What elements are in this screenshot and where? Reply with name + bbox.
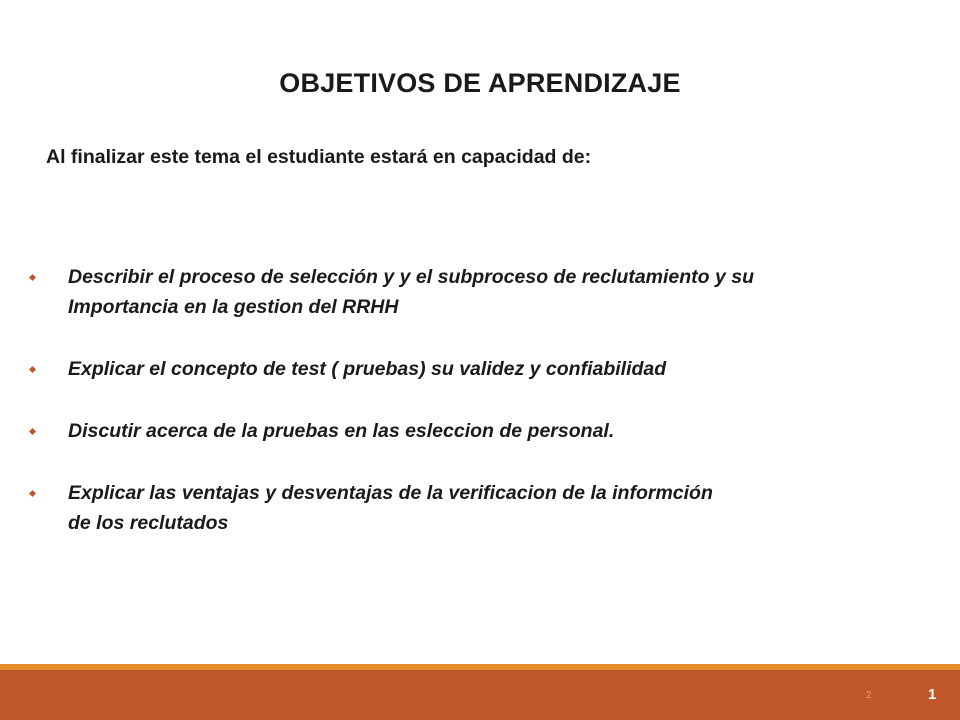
bullet-icon	[29, 366, 36, 373]
list-item-text: Describir el proceso de selección y y el subproceso de reclutamiento y su	[68, 266, 755, 288]
slide-subtitle: Al finalizar este tema el estudiante estará en capacidad de:	[46, 146, 592, 168]
list-item-text: de los reclutados	[68, 512, 229, 534]
bullet-icon	[29, 490, 36, 497]
list-item-text: Discutir acerca de la pruebas en las esleccion de personal.	[68, 420, 615, 442]
list-item	[28, 262, 908, 322]
list-item	[28, 416, 908, 446]
slide-number-faint: 2	[866, 690, 872, 701]
slide-number: 1	[928, 686, 937, 703]
objectives-list	[28, 262, 908, 570]
list-item	[28, 354, 908, 384]
list-item-text: Importancia en la gestion del RRHH	[68, 296, 399, 318]
list-item	[28, 478, 908, 538]
bullet-icon	[29, 274, 36, 281]
list-item-text: Explicar las ventajas y desventajas de la verificacion de la informción	[68, 482, 713, 504]
list-item-text: Explicar el concepto de test ( pruebas) su validez y confiabilidad	[68, 358, 667, 380]
slide-title: OBJETIVOS DE APRENDIZAJE	[279, 68, 681, 98]
footer-bar	[0, 670, 960, 720]
bullet-icon	[29, 428, 36, 435]
